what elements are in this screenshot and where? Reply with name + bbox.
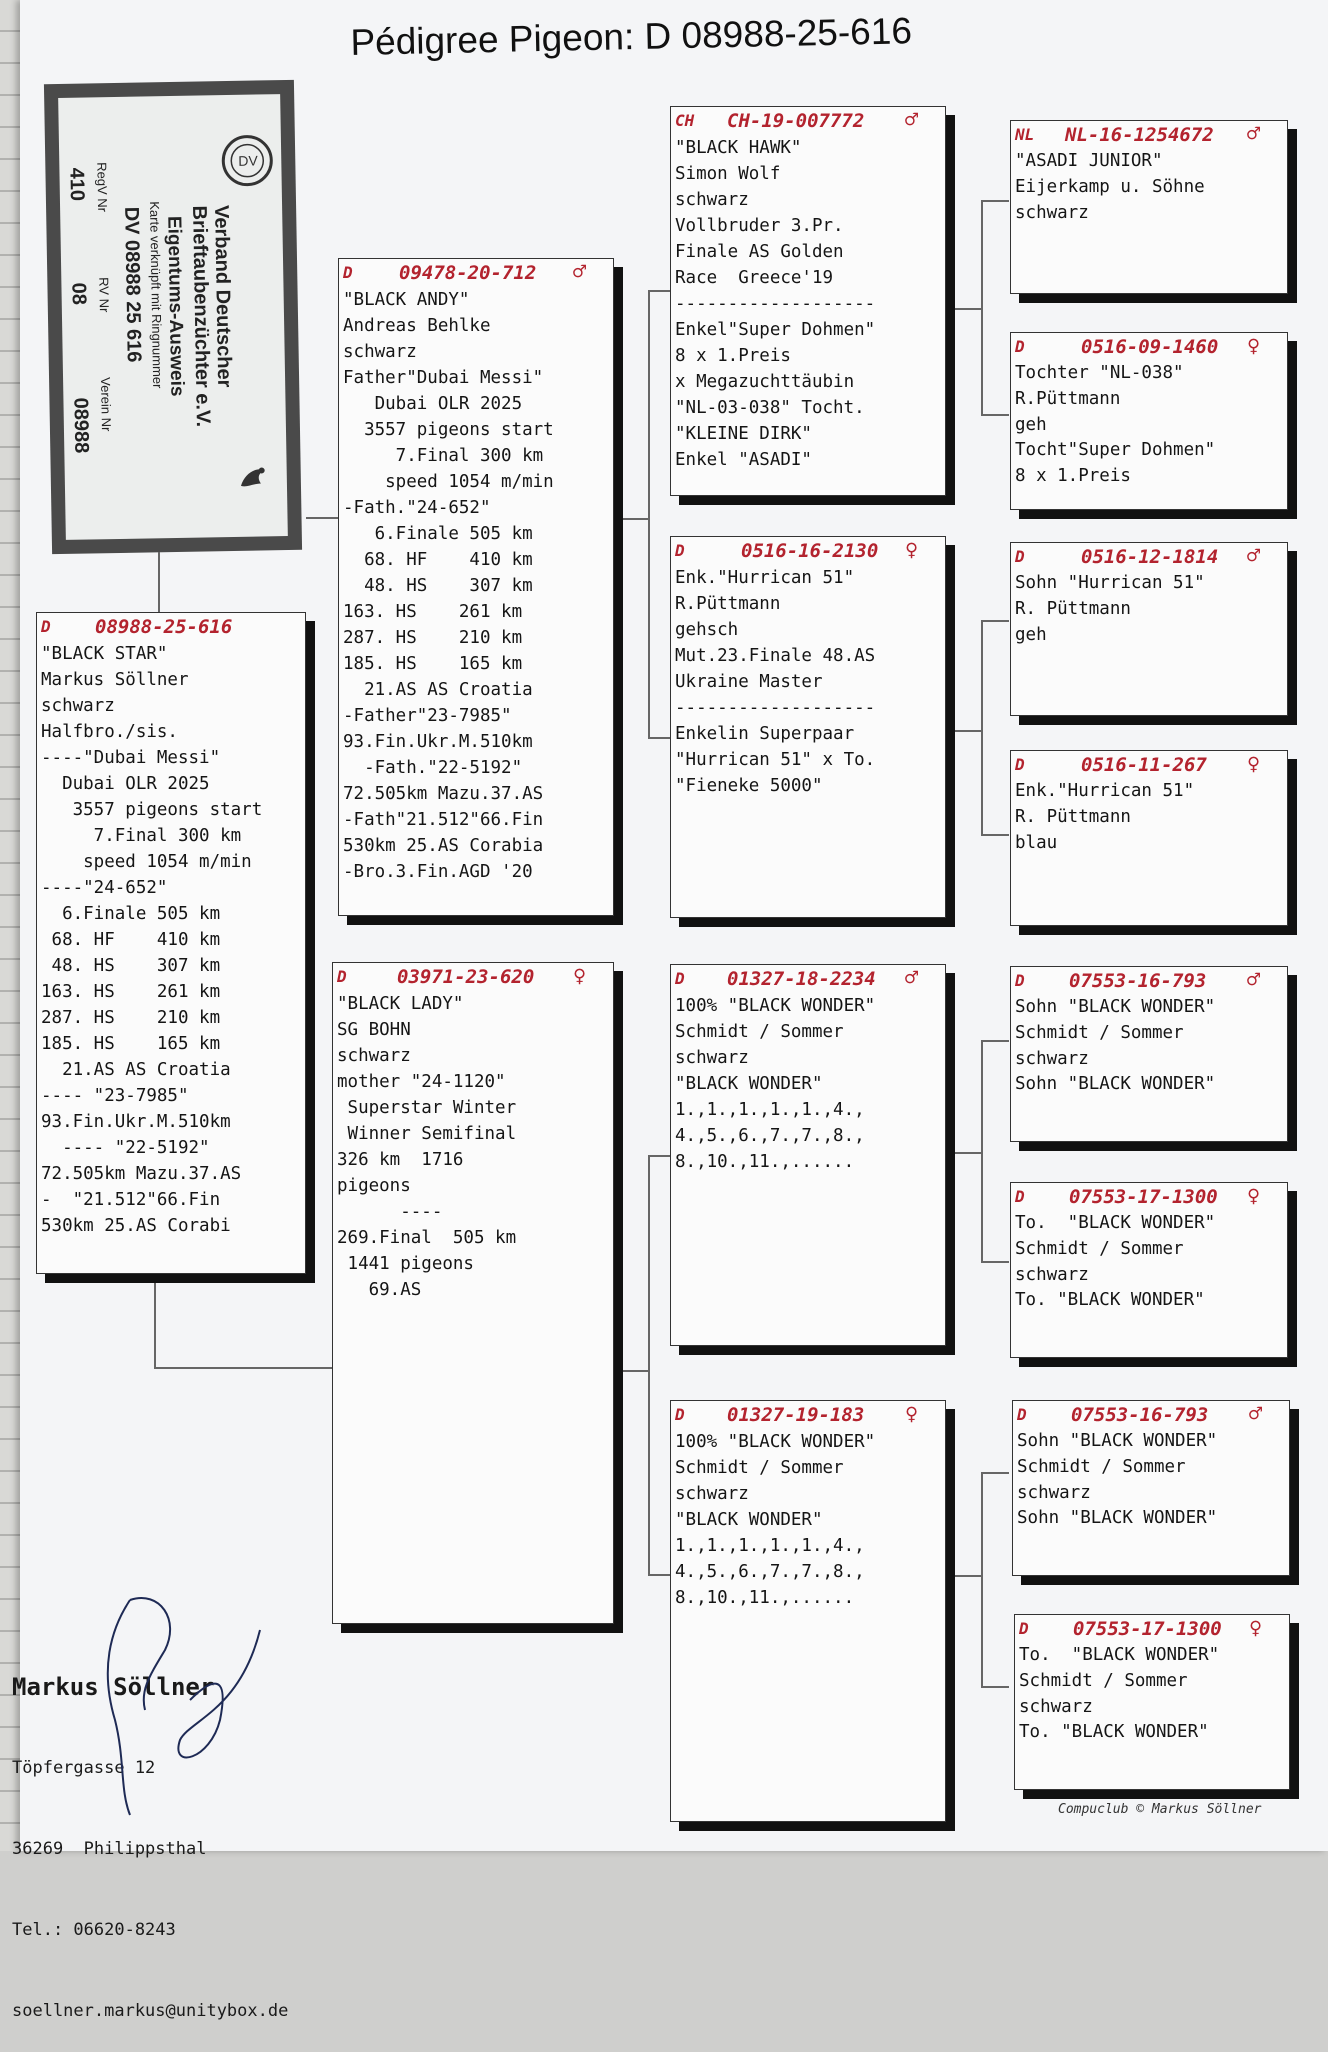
pigeon-card-ff — [670, 106, 946, 496]
connector — [616, 1370, 650, 1372]
connector — [154, 1367, 332, 1369]
handwritten-signature — [70, 1570, 270, 1830]
connector — [648, 1574, 670, 1576]
connector — [981, 1261, 1009, 1263]
id-card-body — [58, 94, 288, 540]
card-header — [1013, 1401, 1289, 1427]
connector — [648, 1155, 670, 1157]
sex-symbol-icon: ♀ — [1247, 334, 1261, 359]
country-code: CH — [675, 111, 695, 130]
country-code: D — [1015, 971, 1025, 990]
pigeon-details: Enk."Hurrican 51" R.Püttmann gehsch Mut.23.Finale 48.AS Ukraine Master ------------------- Enkelin Superpaar "Hurrican 51" x To. "Fieneke 5000" — [675, 568, 876, 796]
ring-number: 07553-16-793 — [1071, 1404, 1209, 1426]
footer-credit: Compuclub © Markus Söllner — [1058, 1802, 1262, 1817]
connector — [981, 620, 1009, 622]
rv-value: 08 — [67, 282, 90, 306]
breeder-street: Töpfergasse 12 — [12, 1758, 156, 1778]
notebook-binding — [0, 0, 20, 1851]
pigeon-card-mother — [332, 962, 614, 1624]
pigeon-card-subject — [36, 612, 306, 1274]
sex-symbol-icon: ♂ — [1247, 122, 1261, 147]
breeder-name: Markus Söllner — [12, 1673, 215, 1701]
pigeon-card-mf — [670, 964, 946, 1346]
country-code: D — [1015, 547, 1025, 566]
connector — [953, 308, 983, 310]
country-code: D — [675, 969, 685, 988]
pigeon-details: "BLACK ANDY" Andreas Behlke schwarz Father"Dubai Messi" Dubai OLR 2025 3557 pigeons start 7.Final 300 km speed 1054 m/min -Fath."24-652" 6.Finale 505 km 68. HF 410 km 48. HS 307 km 163. HS 261 km 287. HS 210 km 185. HS 165 km 21.AS AS Croatia -Father"23-7985" 93.Fin.Ukr.M.510km -Fath."22-5192" 72.505km Mazu.37.AS -Fath"21.512"66.Fin 530km 25.AS Corabia -Bro.3.Fin.AGD '20 — [343, 290, 554, 882]
card-header — [333, 963, 613, 989]
pigeon-details: Sohn "Hurrican 51" R. Püttmann geh — [1015, 573, 1205, 645]
connector — [981, 834, 1009, 836]
pigeon-details: Enk."Hurrican 51" R. Püttmann blau — [1015, 781, 1195, 853]
connector — [158, 552, 160, 612]
connector — [981, 200, 1009, 202]
pigeon-details: To. "BLACK WONDER" Schmidt / Sommer schwarz To. "BLACK WONDER" — [1015, 1213, 1216, 1311]
connector — [981, 1472, 1009, 1474]
connector — [648, 1155, 650, 1575]
card-header — [1011, 543, 1287, 569]
breeder-city: 36269 Philippsthal — [12, 1839, 207, 1859]
card-header — [339, 259, 613, 285]
connector — [981, 414, 1009, 416]
connector — [953, 1575, 983, 1577]
pigeon-details: "BLACK STAR" Markus Söllner schwarz Halfbro./sis. ----"Dubai Messi" Dubai OLR 2025 3557 pigeons start 7.Final 300 km speed 1054 m/min ----"24-652" 6.Finale 505 km 68. HF 410 km 48. HS 307 km 163. HS 261 km 287. HS 210 km 185. HS 165 km 21.AS AS Croatia ---- "23-7985" 93.Fin.Ukr.M.510km ---- "22-5192" 72.505km Mazu.37.AS - "21.512"66.Fin 530km 25.AS Corabi — [41, 644, 263, 1236]
ring-number: 07553-16-793 — [1069, 970, 1207, 992]
country-code: D — [1015, 1187, 1025, 1206]
pigeon-card-mfm — [1010, 1182, 1288, 1358]
connector — [981, 1040, 983, 1262]
sex-symbol-icon: ♂ — [905, 108, 919, 133]
card-title: Eigentums-Ausweis — [163, 215, 188, 397]
card-header — [1011, 333, 1287, 359]
card-header — [1015, 1615, 1289, 1641]
sex-symbol-icon: ♀ — [573, 964, 587, 989]
ring-number: 01327-18-2234 — [727, 968, 876, 990]
sex-symbol-icon: ♀ — [1249, 1616, 1263, 1641]
pigeon-details: 100% "BLACK WONDER" Schmidt / Sommer schwarz "BLACK WONDER" 1.,1.,1.,1.,1.,4., 4.,5.,6.,7.,7.,8., 8.,10.,11.,...... — [675, 1432, 876, 1608]
country-code: D — [1019, 1619, 1029, 1638]
sex-symbol-icon: ♀ — [905, 538, 919, 563]
page-title: Pédigree Pigeon: D 08988-25-616 — [350, 10, 913, 63]
breeder-phone: Tel.: 06620-8243 — [12, 1920, 176, 1940]
ring-number: 07553-17-1300 — [1073, 1618, 1222, 1640]
card-header — [37, 613, 305, 639]
ring-number: 01327-19-183 — [727, 1404, 865, 1426]
sex-symbol-icon: ♂ — [1247, 968, 1261, 993]
pigeon-card-mmm — [1014, 1614, 1290, 1790]
pigeon-card-mmf — [1012, 1400, 1290, 1576]
connector — [981, 1472, 983, 1687]
verein-value: 08988 — [69, 397, 93, 454]
rv-label: RV Nr — [96, 277, 112, 313]
sex-symbol-icon: ♀ — [1247, 1184, 1261, 1209]
card-header — [671, 965, 945, 991]
pigeon-card-mm — [670, 1400, 946, 1822]
ring-number: CH-19-007772 — [727, 110, 865, 132]
pigeon-emblem-icon — [235, 459, 272, 496]
country-code: NL — [1015, 125, 1035, 144]
connector — [953, 1152, 983, 1154]
ring-number: 03971-23-620 — [397, 966, 535, 988]
card-subtitle: Karte verknüpft mit Ringnummer — [146, 201, 166, 389]
pigeon-details: To. "BLACK WONDER" Schmidt / Sommer schwarz To. "BLACK WONDER" — [1019, 1645, 1220, 1743]
country-code: D — [675, 541, 685, 560]
connector — [306, 517, 338, 519]
country-code: D — [343, 263, 353, 282]
pigeon-card-father — [338, 258, 614, 916]
pigeon-details: Tochter "NL-038" R.Püttmann geh Tocht"Super Dohmen" 8 x 1.Preis — [1015, 363, 1216, 487]
connector — [981, 1686, 1009, 1688]
sex-symbol-icon: ♂ — [1249, 1402, 1263, 1427]
association-name-1: Verband Deutscher — [210, 204, 236, 388]
card-ring-number: DV 08988 25 616 — [120, 206, 145, 363]
connector — [648, 737, 670, 739]
sex-symbol-icon: ♂ — [573, 260, 587, 285]
pigeon-details: "BLACK HAWK" Simon Wolf schwarz Vollbruder 3.Pr. Finale AS Golden Race Greece'19 ------------------- Enkel"Super Dohmen" 8 x 1.Preis x Megazuchttäubin "NL-03-038" Tocht. "KLEINE DIRK" Enkel "ASADI" — [675, 138, 876, 470]
pigeon-card-fmm — [1010, 750, 1288, 926]
sex-symbol-icon: ♂ — [905, 966, 919, 991]
pigeon-details: "ASADI JUNIOR" Eijerkamp u. Söhne schwarz — [1015, 151, 1205, 223]
ring-number: 0516-11-267 — [1081, 754, 1207, 776]
country-code: D — [675, 1405, 685, 1424]
card-header — [671, 1401, 945, 1427]
pigeon-details: Sohn "BLACK WONDER" Schmidt / Sommer schwarz Sohn "BLACK WONDER" — [1017, 1431, 1218, 1529]
country-code: D — [1017, 1405, 1027, 1424]
connector — [981, 620, 983, 835]
country-code: D — [1015, 755, 1025, 774]
connector — [953, 730, 983, 732]
pigeon-card-mff — [1010, 966, 1288, 1142]
ring-number: NL-16-1254672 — [1065, 124, 1214, 146]
card-header — [1011, 1183, 1287, 1209]
card-header — [1011, 121, 1287, 147]
connector — [648, 290, 670, 292]
sex-symbol-icon: ♂ — [1247, 544, 1261, 569]
pigeon-details: 100% "BLACK WONDER" Schmidt / Sommer schwarz "BLACK WONDER" 1.,1.,1.,1.,1.,4., 4.,5.,6.,7.,7.,8., 8.,10.,11.,...... — [675, 996, 876, 1172]
card-header — [1011, 751, 1287, 777]
connector — [981, 200, 983, 415]
ring-number: 0516-12-1814 — [1081, 546, 1219, 568]
ring-number: 09478-20-712 — [399, 262, 537, 284]
breeder-email: soellner.markus@unitybox.de — [12, 2001, 289, 2021]
connector — [154, 1280, 156, 1368]
country-code: D — [41, 617, 51, 636]
association-name-2: Brieftaubenzüchter e.V. — [188, 205, 214, 428]
pigeon-card-fff — [1010, 120, 1288, 294]
pigeon-card-ffm — [1010, 332, 1288, 510]
ring-number: 0516-16-2130 — [741, 540, 879, 562]
ring-number: 0516-09-1460 — [1081, 336, 1219, 358]
pigeon-details: Sohn "BLACK WONDER" Schmidt / Sommer schwarz Sohn "BLACK WONDER" — [1015, 997, 1216, 1095]
pigeon-card-fmf — [1010, 542, 1288, 716]
ownership-id-card — [44, 80, 302, 554]
sex-symbol-icon: ♀ — [905, 1402, 919, 1427]
ring-number: 07553-17-1300 — [1069, 1186, 1218, 1208]
connector — [616, 518, 650, 520]
verein-label: Verein Nr — [98, 377, 114, 432]
country-code: D — [337, 967, 347, 986]
regv-label: RegV Nr — [94, 162, 111, 213]
connector — [648, 290, 650, 738]
ring-number: 08988-25-616 — [95, 616, 233, 638]
association-logo-icon — [221, 134, 274, 187]
card-header — [1011, 967, 1287, 993]
connector — [981, 1040, 1009, 1042]
svg-text:DV: DV — [238, 152, 258, 169]
pigeon-details: "BLACK LADY" SG BOHN schwarz mother "24-1120" Superstar Winter Winner Semifinal 326 km 1716 pigeons ---- 269.Final 505 km 1441 pigeons 69.AS — [337, 994, 517, 1300]
country-code: D — [1015, 337, 1025, 356]
card-header — [671, 537, 945, 563]
card-header — [671, 107, 945, 133]
sex-symbol-icon: ♀ — [1247, 752, 1261, 777]
regv-value: 410 — [65, 167, 88, 202]
pigeon-card-fm — [670, 536, 946, 918]
